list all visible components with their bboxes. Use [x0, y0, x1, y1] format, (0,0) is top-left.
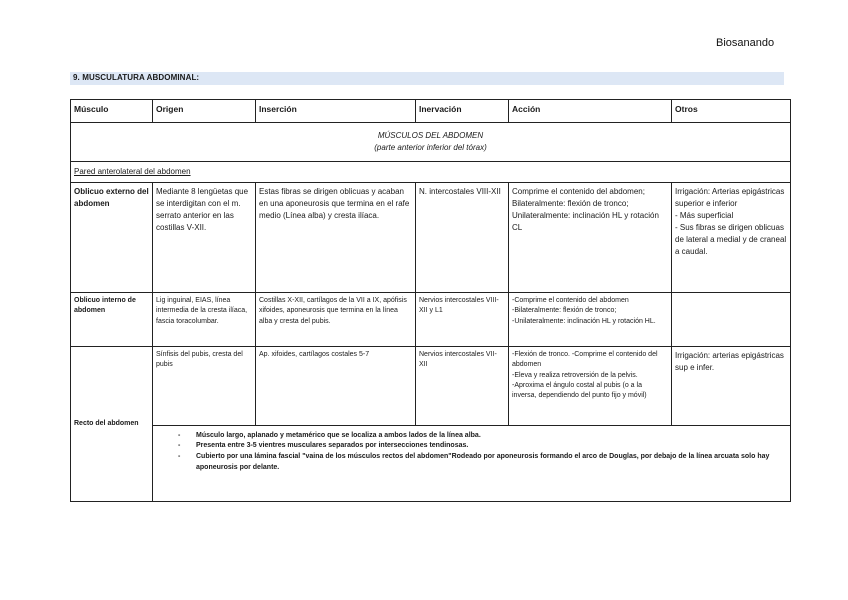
list-item: - Músculo largo, aplanado y metamérico que se localiza a ambos lados de la línea alba.: [196, 431, 787, 442]
action-cell: Comprime el contenido del abdomen; Bilateralmente: flexión de tronco; Unilateralmente: inclinación HL y rotación CL: [509, 183, 672, 293]
action-line: -Eleva y realiza retroversión de la pelvis.: [512, 371, 638, 379]
origin-cell: Mediante 8 lengüetas que se interdigitan con el m. serrato anterior en las costillas V-XII.: [153, 183, 256, 293]
others-line: - Sus fibras se dirigen oblicuas de lateral a medial y de craneal a caudal.: [675, 223, 787, 257]
list-item: - Cubierto por una lámina fascial "vaina de los músculos rectos del abdomen"Rodeado por aponeurosis formando el arco de Douglas, por debajo de la línea arcuata solo hay aponeurosis por delante.: [196, 452, 787, 474]
insertion-cell: Ap. xifoides, cartílagos costales 5-7: [256, 347, 416, 425]
column-header: Inserción: [256, 100, 416, 123]
list-item: - Presenta entre 3-5 vientres musculares separados por intersecciones tendinosas.: [196, 441, 787, 452]
group-subtitle: (parte anterior inferior del tórax): [374, 143, 487, 153]
subsection-row: [71, 162, 791, 183]
column-header: Músculo: [71, 100, 153, 123]
muscle-table: [70, 99, 791, 502]
others-cell: [672, 183, 791, 293]
muscle-name: Oblicuo externo del abdomen: [71, 183, 153, 293]
table-row: [71, 183, 791, 293]
muscle-name: Recto del abdomen: [71, 347, 153, 502]
innervation-cell: Nervios intercostales VII-XII: [416, 347, 509, 425]
group-title-cell: [71, 123, 791, 162]
table-row: [71, 347, 791, 425]
group-title: MÚSCULOS DEL ABDOMEN: [377, 131, 484, 141]
column-header: Origen: [153, 100, 256, 123]
column-header: Inervación: [416, 100, 509, 123]
table-row: [71, 293, 791, 347]
action-line: -Unilateralmente: inclinación HL y rotación HL.: [512, 317, 656, 325]
group-title-row: [71, 123, 791, 162]
muscle-name: Oblicuo interno de abdomen: [71, 293, 153, 347]
others-cell: Irrigación: arterias epigástricas sup e infer.: [672, 347, 791, 425]
origin-cell: Sínfisis del pubis, cresta del pubis: [153, 347, 256, 425]
action-line: -Aproxima el ángulo costal al pubis (o a la inversa, dependiendo del punto fijo y móvil): [512, 381, 647, 399]
subsection-title: Pared anterolateral del abdomen: [71, 162, 791, 183]
others-line: - Más superficial: [675, 211, 734, 221]
brand-name: Biosanando: [716, 37, 775, 49]
column-header: Acción: [509, 100, 672, 123]
innervation-cell: N. intercostales VIII-XII: [416, 183, 509, 293]
action-line: -Bilateralmente: flexión de tronco;: [512, 307, 617, 315]
action-cell: [509, 293, 672, 347]
origin-cell: Lig inguinal, EIAS, línea intermedia de la cresta ilíaca, fascia toracolumbar.: [153, 293, 256, 347]
action-cell: [509, 347, 672, 425]
column-header: Otros: [672, 100, 791, 123]
notes-list: [156, 431, 787, 474]
notes-row: [71, 425, 791, 501]
notes-cell: [153, 425, 791, 501]
others-line: Irrigación: Arterias epigástricas superior e inferior: [675, 187, 785, 209]
innervation-cell: Nervios intercostales VIII-XII y L1: [416, 293, 509, 347]
action-line: -Comprime el contenido del abdomen: [512, 297, 629, 305]
section-title: 9. MUSCULATURA ABDOMINAL:: [73, 73, 200, 82]
action-line: -Flexión de tronco. -Comprime el contenido del abdomen: [512, 351, 658, 369]
insertion-cell: Costillas X-XII, cartílagos de la VII a IX, apófisis xifoides, aponeurosis que termina en la línea alba y cresta del pubis.: [256, 293, 416, 347]
others-cell: [672, 293, 791, 347]
insertion-cell: Estas fibras se dirigen oblicuas y acaban en una aponeurosis que termina en el rafe medio (Línea alba) y cresta ilíaca.: [256, 183, 416, 293]
table-header-row: [71, 100, 791, 123]
